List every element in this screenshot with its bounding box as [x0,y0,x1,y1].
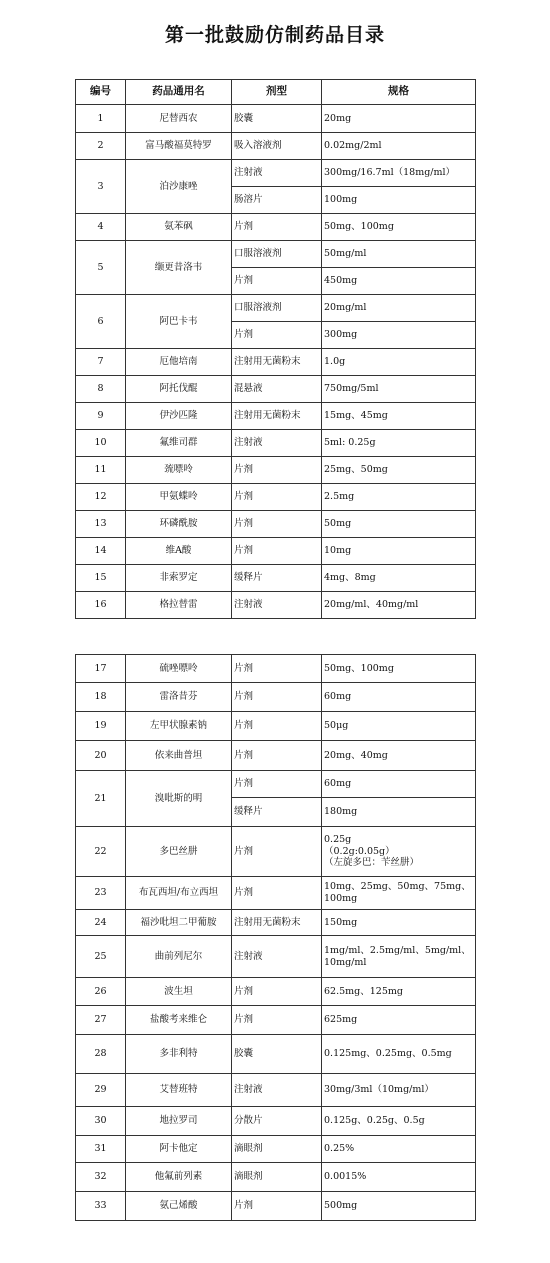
cell-number: 32 [76,1163,126,1192]
cell-number: 12 [76,484,126,511]
table-row [76,1035,476,1074]
cell-drug-name: 依来曲普坦 [126,741,232,771]
cell-specification: 0.0015% [322,1163,476,1192]
cell-dosage-form: 注射液 [232,1074,322,1107]
cell-drug-name: 曲前列尼尔 [126,936,232,978]
cell-drug-name: 阿托伐醌 [126,376,232,403]
table-row [76,484,476,511]
table-body-2 [76,655,476,1221]
cell-dosage-form: 片剂 [232,683,322,712]
cell-dosage-form: 片剂 [232,741,322,771]
cell-specification: 0.02mg/2ml [322,133,476,160]
table-row [76,403,476,430]
cell-drug-name: 非索罗定 [126,565,232,592]
table-row [76,910,476,936]
cell-dosage-form: 肠溶片 [232,187,322,214]
cell-number: 30 [76,1107,126,1136]
table-row [76,457,476,484]
cell-drug-name: 艾替班特 [126,1074,232,1107]
cell-specification: 450mg [322,268,476,295]
cell-specification: 62.5mg、125mg [322,978,476,1006]
cell-drug-name: 他氟前列素 [126,1163,232,1192]
cell-drug-name: 厄他培南 [126,349,232,376]
cell-specification: 0.25g （0.2g:0.05g） （左旋多巴：苄丝肼） [322,827,476,877]
cell-dosage-form: 注射用无菌粉末 [232,910,322,936]
cell-specification: 2.5mg [322,484,476,511]
cell-drug-name: 雷洛昔芬 [126,683,232,712]
table-row [76,133,476,160]
cell-dosage-form: 注射用无菌粉末 [232,403,322,430]
table-row [76,655,476,683]
cell-number: 15 [76,565,126,592]
cell-drug-name: 氨己烯酸 [126,1192,232,1221]
cell-dosage-form: 注射液 [232,592,322,619]
cell-drug-name: 甲氨蝶呤 [126,484,232,511]
table-row [76,565,476,592]
cell-drug-name: 泊沙康唑 [126,160,232,214]
cell-specification: 300mg/16.7ml（18mg/ml） [322,160,476,187]
cell-dosage-form: 缓释片 [232,798,322,827]
cell-dosage-form: 片剂 [232,827,322,877]
cell-specification: 5ml: 0.25g [322,430,476,457]
cell-drug-name: 尼替西农 [126,105,232,133]
table-body-1 [76,105,476,619]
cell-dosage-form: 滴眼剂 [232,1163,322,1192]
cell-number: 13 [76,511,126,538]
cell-dosage-form: 注射液 [232,936,322,978]
cell-dosage-form: 缓释片 [232,565,322,592]
cell-drug-name: 阿卡他定 [126,1136,232,1163]
cell-specification: 500mg [322,1192,476,1221]
cell-specification: 20mg、40mg [322,741,476,771]
cell-dosage-form: 注射液 [232,430,322,457]
cell-drug-name: 多非利特 [126,1035,232,1074]
cell-number: 5 [76,241,126,295]
cell-number: 31 [76,1136,126,1163]
cell-drug-name: 硫唑嘌呤 [126,655,232,683]
cell-specification: 150mg [322,910,476,936]
cell-specification: 0.125g、0.25g、0.5g [322,1107,476,1136]
cell-number: 27 [76,1006,126,1035]
cell-drug-name: 左甲状腺素钠 [126,712,232,741]
cell-number: 1 [76,105,126,133]
table-row [76,538,476,565]
cell-number: 25 [76,936,126,978]
cell-number: 26 [76,978,126,1006]
table-row [76,105,476,133]
cell-number: 28 [76,1035,126,1074]
table-row [76,295,476,322]
cell-dosage-form: 口服溶液剂 [232,241,322,268]
cell-number: 11 [76,457,126,484]
header-dosage-form: 剂型 [232,80,322,105]
cell-dosage-form: 片剂 [232,771,322,798]
cell-specification: 50mg/ml [322,241,476,268]
cell-dosage-form: 片剂 [232,655,322,683]
cell-specification: 60mg [322,771,476,798]
header-drug-name: 药品通用名 [126,80,232,105]
cell-drug-name: 溴吡斯的明 [126,771,232,827]
cell-dosage-form: 片剂 [232,268,322,295]
cell-dosage-form: 片剂 [232,1192,322,1221]
cell-number: 3 [76,160,126,214]
cell-specification: 625mg [322,1006,476,1035]
cell-specification: 1mg/ml、2.5mg/ml、5mg/ml、10mg/ml [322,936,476,978]
header-number: 编号 [76,80,126,105]
table-row [76,349,476,376]
cell-specification: 10mg [322,538,476,565]
table-row [76,592,476,619]
cell-dosage-form: 片剂 [232,877,322,910]
drug-table-2 [75,654,476,1221]
cell-drug-name: 盐酸考来维仑 [126,1006,232,1035]
cell-dosage-form: 胶囊 [232,105,322,133]
cell-number: 14 [76,538,126,565]
cell-number: 22 [76,827,126,877]
cell-dosage-form: 片剂 [232,457,322,484]
table-header-row [76,80,476,105]
cell-number: 10 [76,430,126,457]
table-row [76,683,476,712]
table-row [76,214,476,241]
table-row [76,978,476,1006]
cell-dosage-form: 片剂 [232,1006,322,1035]
cell-specification: 0.25% [322,1136,476,1163]
cell-specification: 4mg、8mg [322,565,476,592]
cell-drug-name: 地拉罗司 [126,1107,232,1136]
cell-drug-name: 伊沙匹隆 [126,403,232,430]
table-row [76,1163,476,1192]
cell-specification: 300mg [322,322,476,349]
cell-number: 9 [76,403,126,430]
cell-drug-name: 阿巴卡韦 [126,295,232,349]
cell-number: 20 [76,741,126,771]
cell-drug-name: 氟维司群 [126,430,232,457]
cell-number: 19 [76,712,126,741]
table-row [76,160,476,187]
table-row [76,241,476,268]
cell-dosage-form: 吸入溶液剂 [232,133,322,160]
cell-specification: 15mg、45mg [322,403,476,430]
cell-dosage-form: 滴眼剂 [232,1136,322,1163]
page-title: 第一批鼓励仿制药品目录 [164,24,385,46]
table-row [76,827,476,877]
cell-dosage-form: 片剂 [232,712,322,741]
cell-number: 16 [76,592,126,619]
cell-number: 4 [76,214,126,241]
cell-specification: 1.0g [322,349,476,376]
cell-number: 21 [76,771,126,827]
cell-dosage-form: 片剂 [232,322,322,349]
cell-drug-name: 富马酸福莫特罗 [126,133,232,160]
cell-drug-name: 氨苯砜 [126,214,232,241]
cell-number: 18 [76,683,126,712]
cell-drug-name: 布瓦西坦/布立西坦 [126,877,232,910]
cell-dosage-form: 注射液 [232,160,322,187]
cell-specification: 25mg、50mg [322,457,476,484]
table-row [76,376,476,403]
cell-dosage-form: 混悬液 [232,376,322,403]
cell-specification: 50μg [322,712,476,741]
cell-drug-name: 格拉替雷 [126,592,232,619]
cell-number: 2 [76,133,126,160]
table-row [76,877,476,910]
cell-number: 29 [76,1074,126,1107]
table-row [76,511,476,538]
table-row [76,1192,476,1221]
cell-specification: 100mg [322,187,476,214]
cell-drug-name: 多巴丝肼 [126,827,232,877]
drug-table-1 [75,79,476,619]
cell-number: 33 [76,1192,126,1221]
cell-drug-name: 缬更昔洛韦 [126,241,232,295]
cell-dosage-form: 片剂 [232,511,322,538]
cell-dosage-form: 分散片 [232,1107,322,1136]
table-row [76,712,476,741]
table-row [76,1107,476,1136]
table-row [76,936,476,978]
cell-number: 23 [76,877,126,910]
table-row [76,741,476,771]
cell-number: 17 [76,655,126,683]
table-row [76,1074,476,1107]
cell-dosage-form: 片剂 [232,538,322,565]
cell-specification: 60mg [322,683,476,712]
cell-number: 6 [76,295,126,349]
cell-dosage-form: 片剂 [232,214,322,241]
table-row [76,430,476,457]
table-row [76,771,476,798]
cell-specification: 180mg [322,798,476,827]
cell-specification: 0.125mg、0.25mg、0.5mg [322,1035,476,1074]
cell-specification: 10mg、25mg、50mg、75mg、100mg [322,877,476,910]
cell-drug-name: 环磷酰胺 [126,511,232,538]
cell-dosage-form: 片剂 [232,978,322,1006]
cell-dosage-form: 口服溶液剂 [232,295,322,322]
cell-number: 24 [76,910,126,936]
table-row [76,1136,476,1163]
cell-specification: 20mg/ml [322,295,476,322]
header-specification: 规格 [322,80,476,105]
cell-number: 8 [76,376,126,403]
cell-specification: 750mg/5ml [322,376,476,403]
cell-specification: 20mg [322,105,476,133]
cell-drug-name: 巯嘌呤 [126,457,232,484]
cell-drug-name: 波生坦 [126,978,232,1006]
cell-specification: 20mg/ml、40mg/ml [322,592,476,619]
cell-number: 7 [76,349,126,376]
cell-dosage-form: 片剂 [232,484,322,511]
cell-specification: 30mg/3ml（10mg/ml） [322,1074,476,1107]
table-row [76,1006,476,1035]
cell-drug-name: 福沙吡坦二甲葡胺 [126,910,232,936]
cell-drug-name: 维A酸 [126,538,232,565]
cell-specification: 50mg [322,511,476,538]
cell-dosage-form: 注射用无菌粉末 [232,349,322,376]
cell-specification: 50mg、100mg [322,655,476,683]
cell-dosage-form: 胶囊 [232,1035,322,1074]
cell-specification: 50mg、100mg [322,214,476,241]
